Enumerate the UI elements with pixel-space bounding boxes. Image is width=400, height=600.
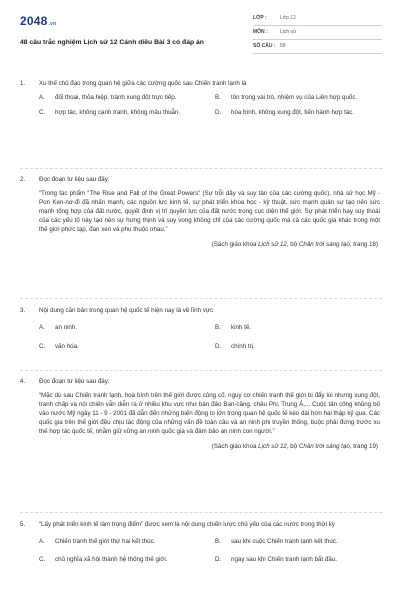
option-letter: C. bbox=[39, 109, 46, 117]
question-number: 3. bbox=[20, 307, 26, 314]
option-letter: B. bbox=[215, 538, 221, 546]
site-logo[interactable]: 2048.vn bbox=[20, 14, 57, 28]
question-4 bbox=[20, 378, 382, 452]
question-text: “Lấy phát triển kinh tế làm trọng điểm” được xem là nội dung chiến lược chủ yếu của các nước trong thời kỳ bbox=[39, 521, 335, 528]
question-number: 5. bbox=[20, 521, 26, 528]
option-text: kinh tế. bbox=[231, 324, 251, 332]
option-text: hòa bình, không xung đột, tiến hành hợp tác. bbox=[231, 109, 355, 117]
meta-value: Lịch sử bbox=[280, 28, 297, 35]
question-5 bbox=[20, 521, 382, 567]
question-text: Xu thế chủ đạo trong quan hệ giữa các cường quốc sau Chiến tranh lạnh là bbox=[39, 80, 247, 87]
meta-row-class bbox=[253, 12, 382, 26]
reading-passage: “Mặc dù sau Chiến tranh lạnh, hoà bình trên thế giới được củng cố, nguy cơ chiến tranh thế giới bị đẩy lùi nhưng xung đột, tranh chấp và nội chiến vẫn diễn ra ở nhiều khu vực như bán đảo Ban-căng, châu Phi, Trung Á,... Cuộc tấn công khủng bố vào nước Mỹ ngày 11 - 9 - 2001 đã dẫn đến những biến động to lớn trong quan hệ quốc tế kéo dài hơn hai thập kỷ qua. Các quốc gia trên thế giới đều chịu tác động của những vấn đề toàn cầu và an ninh phi truyền thống, buộc phải đứng trước xu thế hợp tác quốc tế, nhằm giữ vững an ninh quốc gia và đảm bảo an ninh con người.” bbox=[39, 391, 380, 435]
meta-value: 58 bbox=[280, 42, 286, 49]
question-text: Nội dung căn bản trong quan hệ quốc tế hiện nay là về lĩnh vực bbox=[39, 307, 214, 314]
option-letter: D. bbox=[215, 109, 222, 117]
question-3 bbox=[20, 307, 382, 354]
meta-key: MÔN : bbox=[253, 28, 268, 35]
option-letter: A. bbox=[39, 324, 45, 332]
meta-key: LỚP : bbox=[253, 14, 267, 21]
passage-source: (Sách giáo khoa Lịch sử 12, bộ Chân trời sáng tạo, trang 18) bbox=[211, 240, 378, 248]
question-divider bbox=[20, 298, 382, 299]
passage-source: (Sách giáo khoa Lịch sử 12, bộ Chân trời sáng tạo, trang 19) bbox=[211, 442, 378, 450]
option-text: Chiến tranh thế giới thứ hai kết thúc. bbox=[55, 538, 156, 546]
option-d[interactable] bbox=[215, 555, 387, 567]
option-letter: D. bbox=[215, 343, 222, 351]
options bbox=[39, 93, 382, 120]
option-text: đối thoại, thỏa hiệp, tránh xung đột trực tiếp. bbox=[55, 94, 177, 102]
option-text: tôn trọng vai trò, nhiệm vụ của Liên hợp quốc. bbox=[231, 94, 358, 102]
reading-passage: “Trong tác phẩm “The Rise and Fall of the Great Powers” (Sự trỗi dậy và suy tàn của các cường quốc), nhà sử học Mỹ - Pon Ken-nơ-đi đã nhấn mạnh, các nguồn lực kinh tế, sự phát triển khoa học - kỹ thuật, sức mạnh quân sự tạo nên sức mạnh tổng hợp của đất nước, quyết định vị trí quyền lực của đất nước trong cục diện thế giới. Sự phát triển hay suy thoái của các yếu tố này tạo nên sự hưng thịnh và suy vong không chỉ của các cường quốc mà cả các quốc gia khác trong một thế giới phức tạp, đan xen và phụ thuộc nhau.” bbox=[39, 189, 380, 233]
option-c[interactable] bbox=[39, 342, 211, 354]
options bbox=[39, 323, 382, 354]
document-title: 48 câu trắc nghiệm Lịch sử 12 Cánh diều Bài 3 có đáp án bbox=[20, 39, 204, 46]
option-text: chủ nghĩa xã hội thành hệ thống thế giới. bbox=[55, 556, 168, 564]
options bbox=[39, 537, 382, 567]
page-header bbox=[20, 12, 382, 58]
option-a[interactable] bbox=[39, 93, 211, 105]
option-a[interactable] bbox=[39, 537, 211, 549]
option-text: an ninh. bbox=[55, 324, 78, 332]
option-d[interactable] bbox=[215, 108, 387, 120]
option-letter: A. bbox=[39, 538, 45, 546]
option-c[interactable] bbox=[39, 555, 211, 567]
meta-row-count bbox=[253, 40, 382, 54]
question-text: Đọc đoạn tư liệu sau đây: bbox=[39, 176, 110, 183]
question-number: 4. bbox=[20, 378, 26, 385]
option-letter: C. bbox=[39, 556, 46, 564]
option-letter: B. bbox=[215, 324, 221, 332]
option-text: văn hóa. bbox=[55, 343, 79, 351]
question-number: 1. bbox=[20, 80, 26, 87]
meta-table bbox=[253, 12, 382, 54]
meta-row-subject bbox=[253, 26, 382, 40]
option-text: chính trị. bbox=[231, 343, 255, 351]
question-1 bbox=[20, 80, 382, 120]
question-text: Đọc đoạn tư liệu sau đây: bbox=[39, 378, 110, 385]
option-a[interactable] bbox=[39, 323, 211, 335]
option-b[interactable] bbox=[215, 323, 387, 335]
question-divider bbox=[20, 370, 382, 371]
option-letter: C. bbox=[39, 343, 46, 351]
meta-key: SỐ CÂU : bbox=[253, 42, 276, 49]
meta-value: Lớp 12 bbox=[280, 14, 296, 21]
question-divider bbox=[20, 512, 382, 513]
question-number: 2. bbox=[20, 176, 26, 183]
question-2 bbox=[20, 176, 382, 250]
option-letter: A. bbox=[39, 94, 45, 102]
option-d[interactable] bbox=[215, 342, 387, 354]
option-text: sau khi cuộc Chiến tranh lạnh kết thúc. bbox=[231, 538, 338, 546]
option-letter: B. bbox=[215, 94, 221, 102]
option-text: hợp tác, không cạnh tranh, không mâu thuẫn. bbox=[55, 109, 181, 117]
option-b[interactable] bbox=[215, 537, 387, 549]
question-divider bbox=[20, 168, 382, 169]
option-b[interactable] bbox=[215, 93, 387, 105]
option-text: ngay sau khi Chiến tranh lạnh bắt đầu. bbox=[231, 556, 337, 564]
option-letter: D. bbox=[215, 556, 222, 564]
option-c[interactable] bbox=[39, 108, 211, 120]
